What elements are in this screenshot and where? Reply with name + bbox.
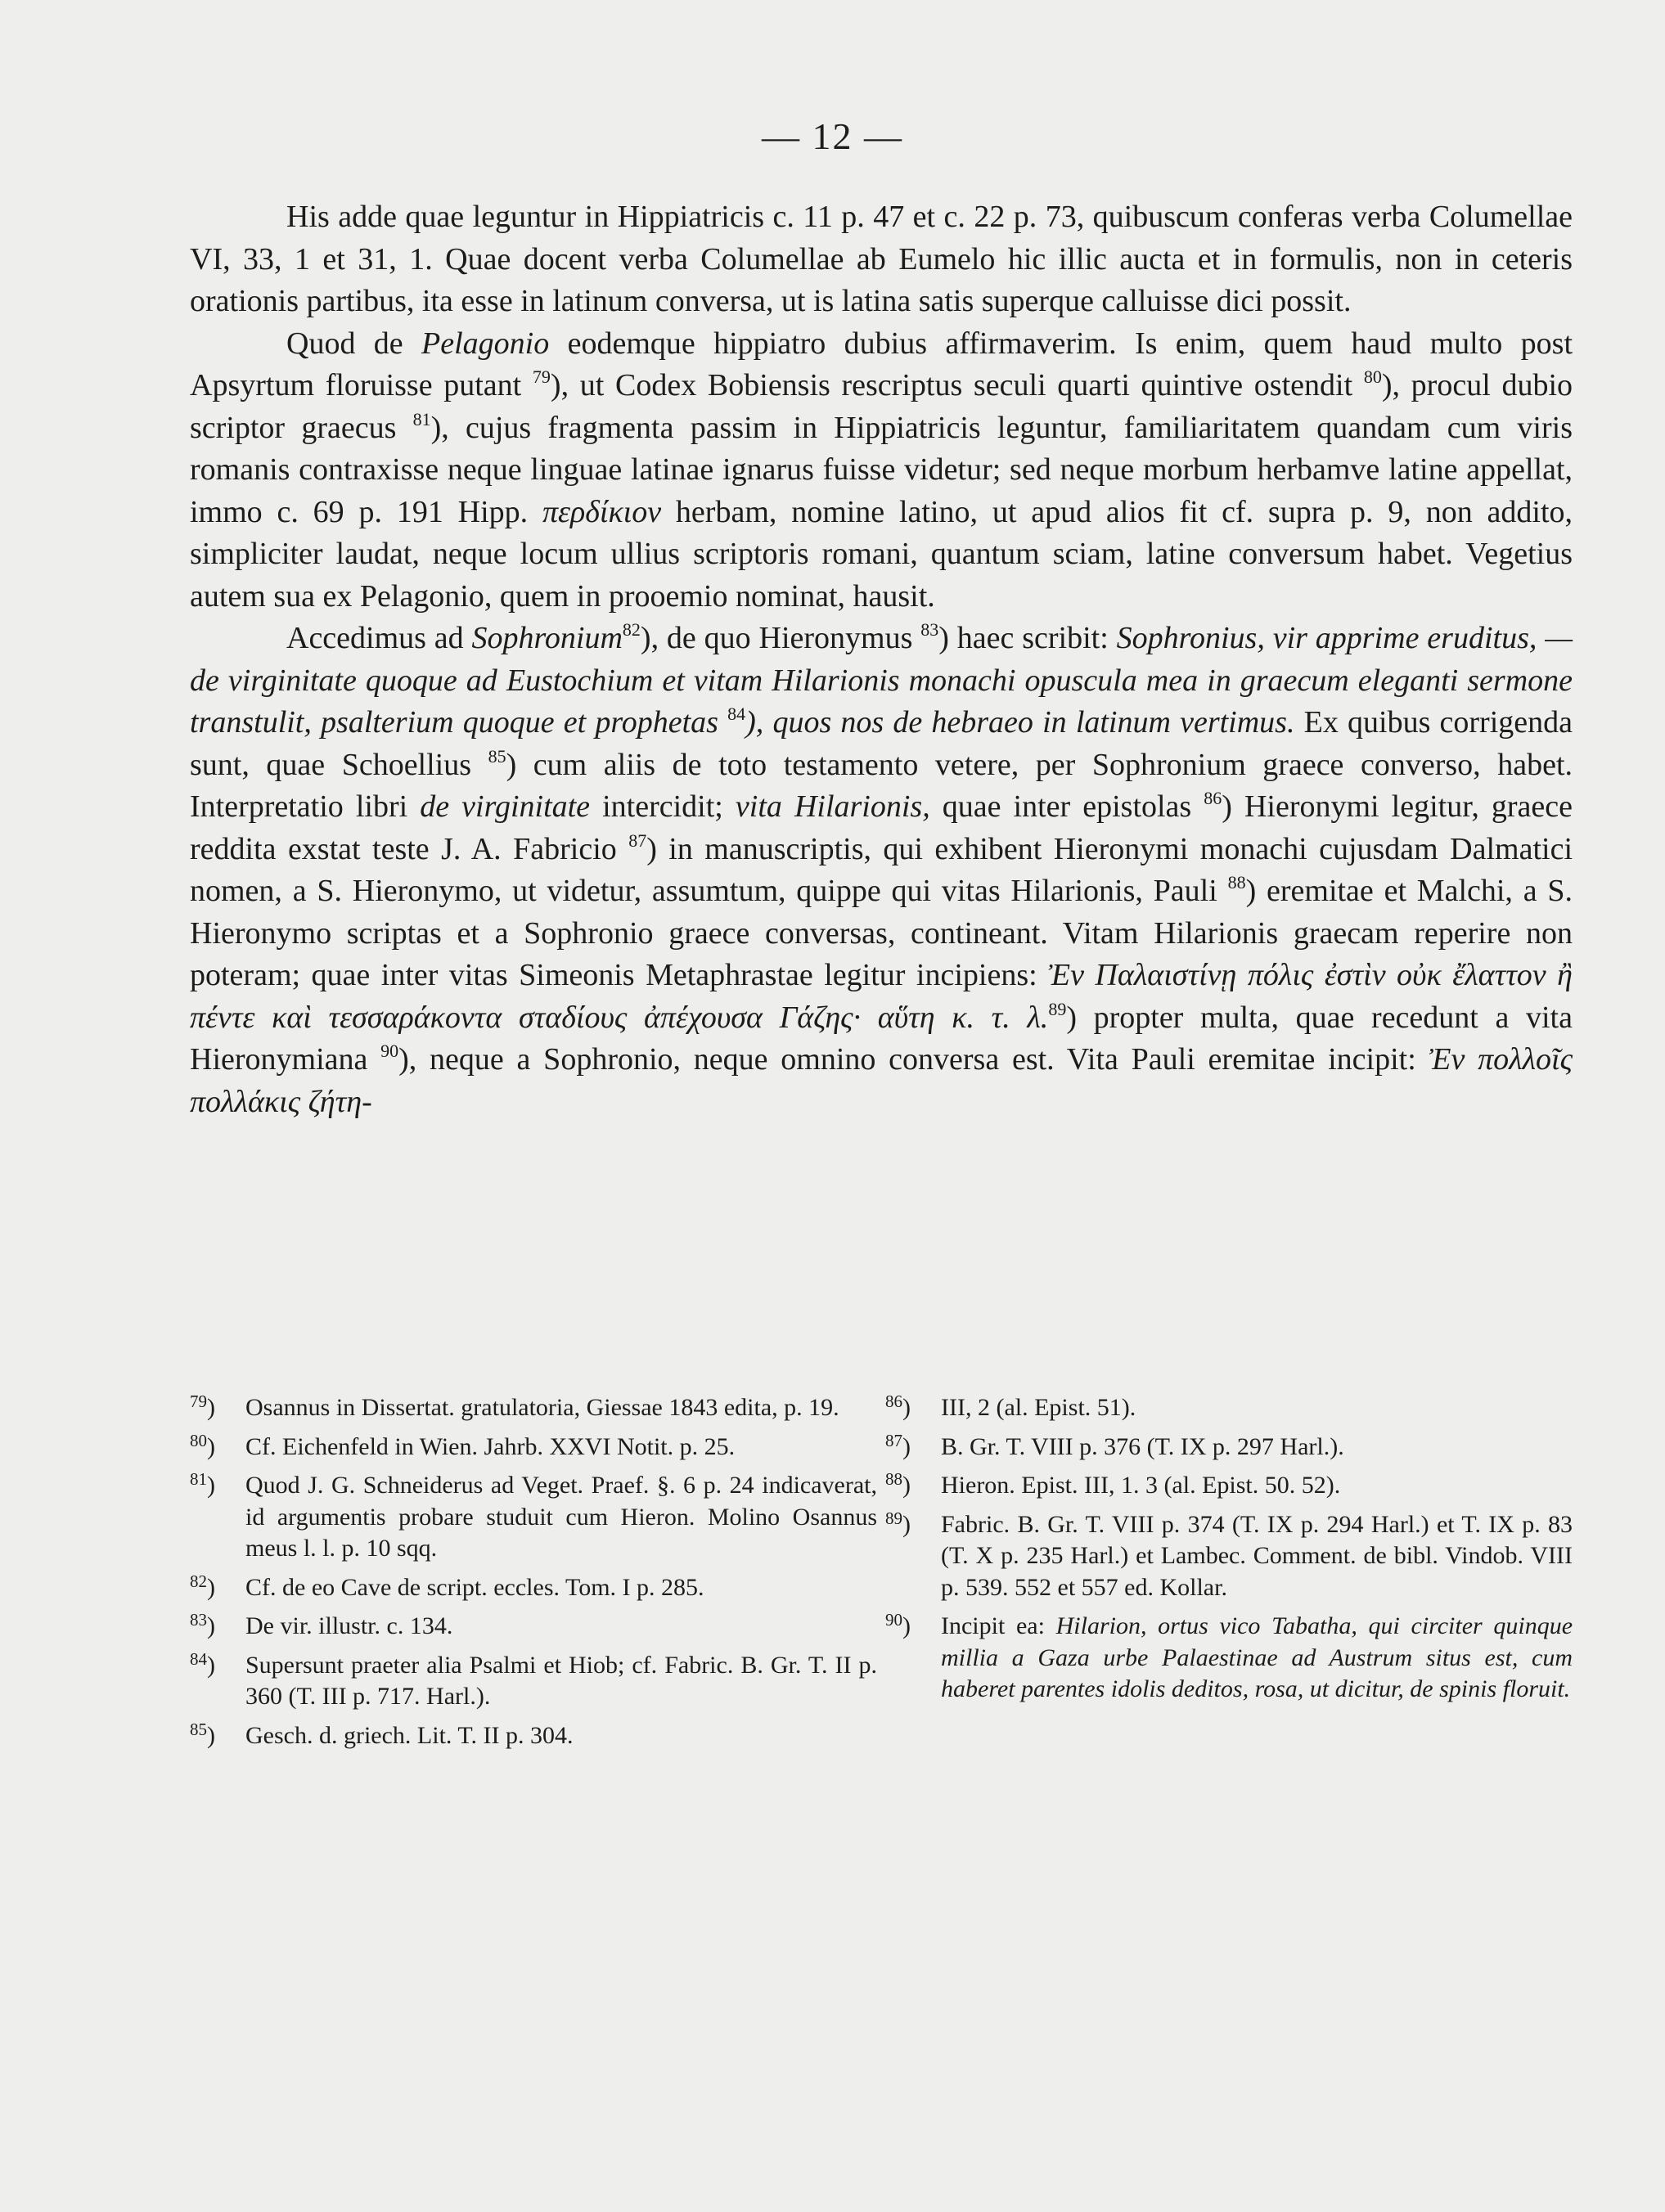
footnote-ref: 84: [727, 704, 746, 724]
footnote: $^{79}$) Osannus in Dissertat. gratulatoria, Giessae 1843 edita, p. 19.: [190, 1391, 839, 1421]
footnote-ref: 87: [628, 830, 647, 851]
greek-word: περδίκιον: [542, 494, 662, 529]
greek-quotation: Ἐν Παλαιστίνῃ πόλις ἐστὶν οὐκ ἔλαττον ἢ πέντε καὶ τεσσαράκοντα σταδίους ἀπέχουσα Γάζης· αὕτη κ. τ. λ.: [190, 958, 1573, 1035]
footnote-ref: 86: [1204, 788, 1222, 808]
main-text: [190, 196, 1573, 1123]
paragraph-3: Accedimus ad Sophronium$^{82}$), de quo Hieronymus $^{83}$) haec scribit: Sophronius, vir apprime eruditus, — de virginitate quoque ad Eustochium et vitam Hilarionis monachi opuscula mea in graecum eleganti sermone transtulit, psalterium quoque et prophetas $^{84}$), quos nos de hebraeo in latinum vertimus. Ex quibus corrigenda sunt, quae Schoellius $^{85}$) cum aliis de toto testamento vetere, per Sophronium graece converso, habet. Interpretatio libri de virginitate intercidit; vita Hilarionis, quae inter epistolas $^{86}$) Hieronymi legitur, graece reddita exstat teste J. A. Fabricio $^{87}$) in manuscriptis, qui exhibent Hieronymi monachi cujusdam Dalmatici nomen, a S. Hieronymo, ut videtur, assumtum, quippe qui vitas Hilarionis, Pauli $^{88}$) eremitae et Malchi, a S. Hieronymo scriptas et a Sophronio graece conversas, contineant. Vitam Hilarionis graecam reperire non poteram; quae inter vitas Simeonis Metaphrastae legitur incipiens: Ἐν Παλαιστίνῃ πόλις ἐστὶν οὐκ ἔλαττον ἢ πέντε καὶ τεσσαράκοντα σταδίους ἀπέχουσα Γάζης· αὕτη κ. τ. λ.$^{89}$) propter multa, quae recedunt a vita Hieronymiana $^{90}$), neque a Sophronio, neque omnino conversa est. Vita Pauli eremitae incipit: Ἐν πολλοῖς πολλάκις ζήτη-: [190, 619, 1573, 1119]
footnote: $^{84}$) Supersunt praeter alia Psalmi et Hiob; cf. Fabric. B. Gr. T. II p. 360 (T. III p. 717. Harl.).: [190, 1648, 877, 1710]
footnote: $^{81}$) Quod J. G. Schneiderus ad Veget. Praef. §. 6 p. 24 indicaverat, id argumentis probare studuit cum Hieron. Molino Osannus meus l. l. p. 10 sqq.: [190, 1469, 877, 1562]
footnote-ref: 85: [488, 745, 506, 767]
footnote-ref: 80: [1363, 366, 1382, 387]
footnote: $^{82}$) Cf. de eo Cave de script. eccles. Tom. I p. 285.: [190, 1571, 704, 1601]
footnote-ref: 82: [622, 619, 641, 640]
footnote-ref: 88: [1227, 872, 1246, 892]
footnotes-right: [885, 1392, 1573, 1713]
footnote-ref: 83: [920, 619, 939, 640]
footnote: $^{80}$) Cf. Eichenfeld in Wien. Jahrb. XXVI Notit. p. 25.: [190, 1430, 736, 1460]
paragraph-1: His adde quae leguntur in Hippiatricis c. 11 p. 47 et c. 22 p. 73, quibuscum conferas verba Columellae VI, 33, 1 et 31, 1. Quae docent verba Columellae ab Eumelo hic illic aucta et in formulis, non in ceteris orationis partibus, ita esse in latinum conversa, ut is latina satis superque calluisse dici possit.: [190, 200, 1573, 318]
footnote-ref: 90: [380, 1041, 399, 1061]
greek-quotation: Ἐν πολλοῖς πολλάκις ζήτη-: [190, 1042, 1573, 1119]
footnote: $^{89}$) Fabric. B. Gr. T. VIII p. 374 (T. IX p. 294 Harl.) et T. IX p. 83 (T. X p. 235 Harl.) et Lambec. Comment. de bibl. Vindob. VIII p. 539. 552 et 557 ed. Kollar.: [885, 1508, 1573, 1601]
footnote-ref: 81: [412, 408, 431, 429]
paragraph-2: Quod de Pelagonio eodemque hippiatro dubius affirmaverim. Is enim, quem haud multo post Apsyrtum floruisse putant $^{79}$), ut Codex Bobiensis rescriptus seculi quarti quintive ostendit $^{80}$), procul dubio scriptor graecus $^{81}$), cujus fragmenta passim in Hippiatricis leguntur, familiaritatem quandam cum viris romanis contraxisse neque linguae latinae ignarus fuisse videtur; sed neque morbum herbamve latine appellat, immo c. 69 p. 191 Hipp. περδίκιον herbam, nomine latino, ut apud alios fit cf. supra p. 9, non addito, simpliciter laudat, neque locum ullius scriptoris romani, quantum sciam, latine conversum habet. Vegetius autem sua ex Pelagonio, quem in prooemio nominat, hausit.: [190, 326, 1573, 614]
footnote-ref: 89: [1048, 998, 1067, 1019]
page-number: — 12 —: [762, 115, 903, 157]
footnote: $^{90}$) Incipit ea: Hilarion, ortus vico Tabatha, qui circiter quinque millia a Gaza urbe Palaestinae ad Austrum situs est, cum haberet parentes idolis deditos, rosa, ut dicitur, de spinis floruit.: [885, 1610, 1573, 1702]
footnotes-left: [190, 1392, 877, 1759]
footnote: $^{87}$) B. Gr. T. VIII p. 376 (T. IX p. 297 Harl.).: [885, 1430, 1344, 1460]
footnote-ref: 79: [532, 366, 551, 387]
footnote: $^{83}$) De vir. illustr. c. 134.: [190, 1610, 453, 1639]
footnote: $^{88}$) Hieron. Epist. III, 1. 3 (al. Epist. 50. 52).: [885, 1469, 1341, 1499]
footnote: $^{86}$) III, 2 (al. Epist. 51).: [885, 1391, 1136, 1421]
quotation: Sophronius, vir apprime eruditus, — de virginitate quoque ad Eustochium et vitam Hilarionis monachi opuscula mea in graecum eleganti sermone transtulit, psalterium quoque et prophetas: [190, 621, 1573, 740]
footnote: $^{85}$) Gesch. d. griech. Lit. T. II p. 304.: [190, 1719, 574, 1749]
